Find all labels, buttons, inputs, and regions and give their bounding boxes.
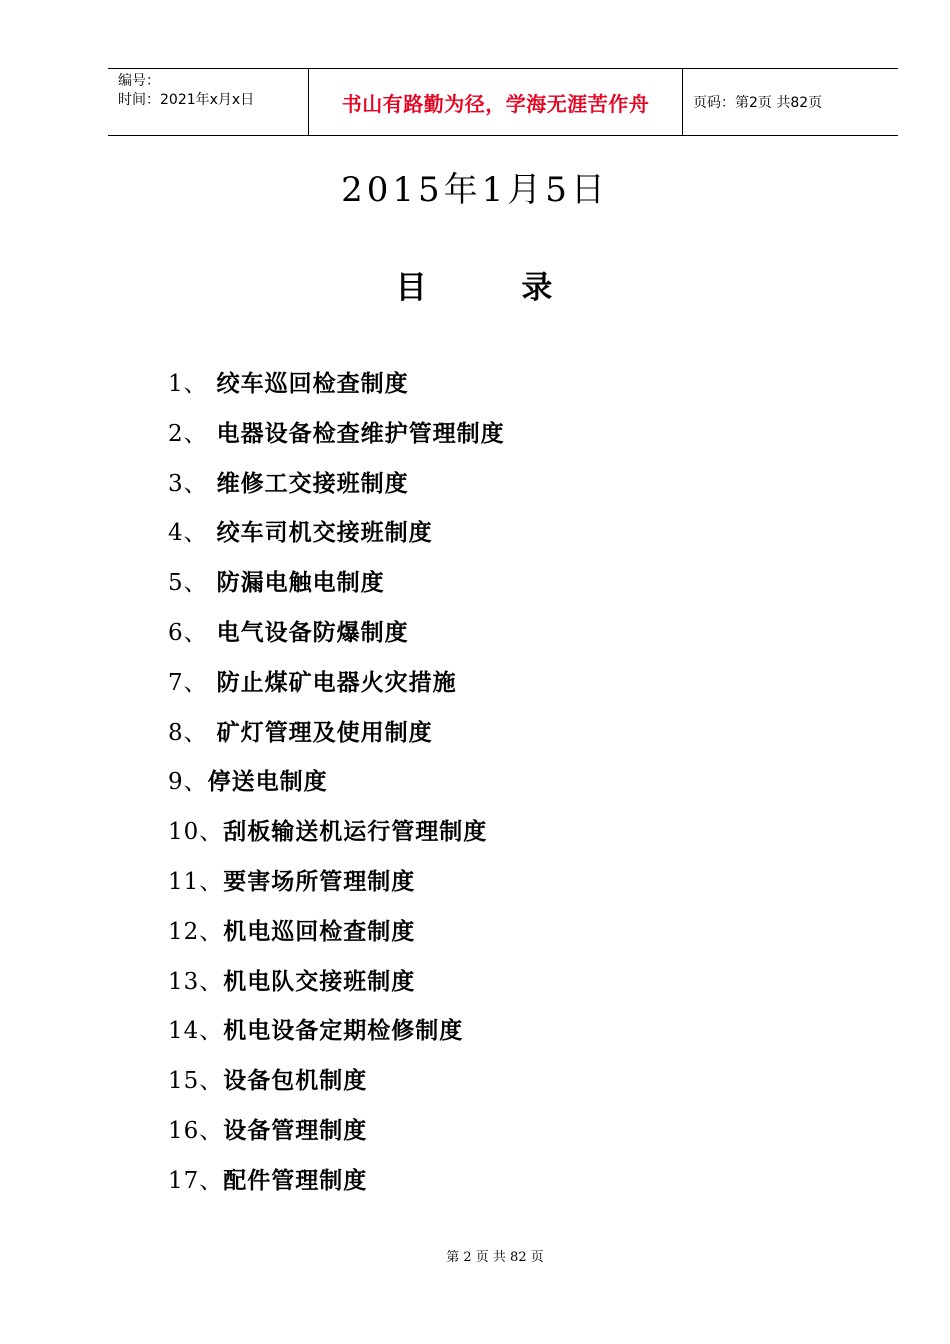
- toc-item[interactable]: [168, 861, 505, 911]
- toc-item[interactable]: [168, 712, 505, 762]
- toc-item-number: 6、: [168, 619, 208, 646]
- toc-item-label: 维修工交接班制度: [207, 469, 409, 497]
- toc-item-number: 17、: [168, 1167, 224, 1194]
- toc-item-number: 14、: [168, 1018, 224, 1045]
- toc-item-label: 绞车司机交接班制度: [207, 519, 433, 547]
- toc-item-label: 设备包机制度: [223, 1067, 368, 1095]
- toc-item[interactable]: [168, 463, 505, 513]
- toc-item-label: 机电设备定期检修制度: [223, 1017, 464, 1045]
- toc-item[interactable]: [168, 1160, 505, 1210]
- page-footer: 第 2 页 共 82 页: [446, 1250, 544, 1265]
- toc-item-label: 防止煤矿电器火灾措施: [207, 668, 457, 696]
- toc-item-label: 矿灯管理及使用制度: [207, 718, 433, 746]
- toc-item-number: 3、: [168, 470, 208, 497]
- toc-item-number: 7、: [168, 669, 208, 696]
- header-page-info: 页码：第2页 共82页: [693, 95, 823, 111]
- toc-item-label: 电气设备防爆制度: [207, 618, 409, 646]
- page-header: [108, 68, 898, 136]
- toc-item-number: 8、: [168, 719, 208, 746]
- toc-title: 目 录: [395, 270, 555, 306]
- toc-item-label: 机电队交接班制度: [223, 967, 416, 995]
- toc-item-label: 设备管理制度: [223, 1116, 368, 1144]
- toc-item-label: 绞车巡回检查制度: [207, 370, 409, 397]
- toc-item[interactable]: [168, 512, 505, 562]
- toc-item-label: 配件管理制度: [223, 1166, 368, 1194]
- toc-item-number: 4、: [168, 520, 208, 547]
- toc-item-number: 2、: [168, 420, 208, 447]
- header-time-label: 时间：2021年x月x日: [118, 92, 255, 108]
- toc-item-label: 电器设备检查维护管理制度: [207, 419, 505, 447]
- toc-item-number: 5、: [168, 570, 208, 597]
- toc-item-label: 机电巡回检查制度: [223, 917, 416, 945]
- toc-item-number: 9、: [168, 769, 208, 796]
- toc-item[interactable]: [168, 911, 505, 961]
- toc-item-number: 10、: [168, 819, 224, 846]
- toc-item[interactable]: [168, 662, 505, 712]
- header-number-label: 编号：: [118, 73, 160, 89]
- toc-item-number: 12、: [168, 918, 224, 945]
- header-left-cell: [108, 69, 309, 135]
- toc-item-number: 13、: [168, 968, 224, 995]
- header-motto: 书山有路勤为径，学海无涯苦作舟: [309, 69, 683, 135]
- toc-item-number: 11、: [168, 868, 224, 895]
- toc-item[interactable]: [168, 811, 505, 861]
- toc-item[interactable]: [168, 961, 505, 1011]
- toc-item-number: 1、: [168, 371, 208, 397]
- toc-item[interactable]: [168, 1010, 505, 1060]
- toc-item[interactable]: [168, 612, 505, 662]
- toc-item-label: 防漏电触电制度: [207, 569, 385, 597]
- toc-item[interactable]: [168, 1060, 505, 1110]
- toc-item-label: 停送电制度: [207, 768, 328, 796]
- table-of-contents: [168, 363, 505, 1210]
- toc-item[interactable]: [168, 413, 505, 463]
- toc-item[interactable]: [168, 761, 505, 811]
- toc-item[interactable]: [168, 1110, 505, 1160]
- document-date: 2015年1月5日: [341, 170, 609, 210]
- toc-item-number: 15、: [168, 1068, 224, 1095]
- toc-item[interactable]: [168, 562, 505, 612]
- toc-item[interactable]: [168, 363, 505, 413]
- toc-item-label: 要害场所管理制度: [223, 867, 416, 895]
- toc-item-number: 16、: [168, 1117, 224, 1144]
- toc-item-label: 刮板输送机运行管理制度: [223, 818, 488, 846]
